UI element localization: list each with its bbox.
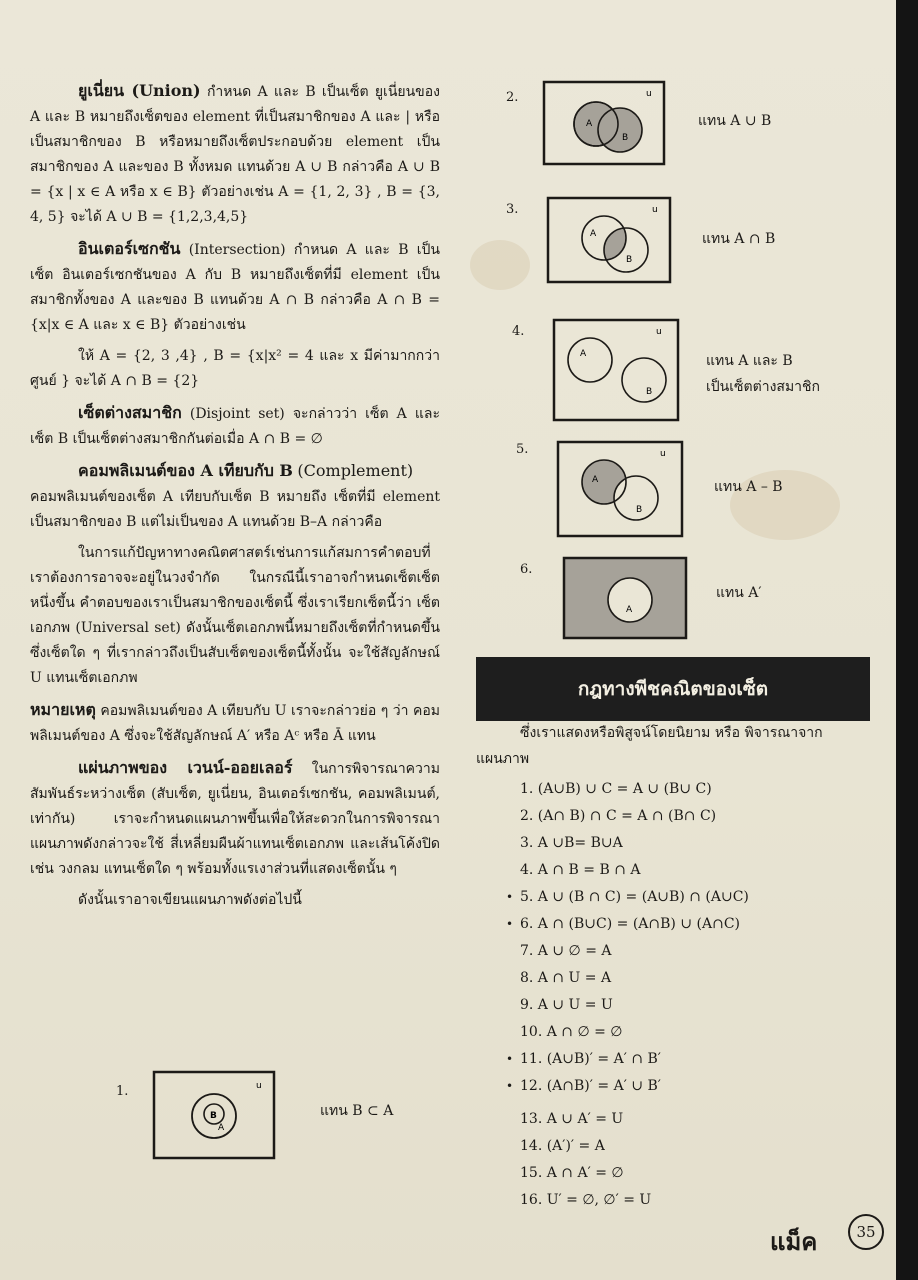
svg-text:u: u <box>646 89 652 99</box>
rule-item <box>506 1019 866 1046</box>
left-column <box>30 78 440 919</box>
complement-heading-line <box>30 458 440 485</box>
union-paragraph <box>30 78 440 230</box>
section-intro <box>476 720 870 772</box>
svg-text:A: A <box>580 349 587 359</box>
rule-item <box>506 1106 866 1133</box>
venn-subset-diagram <box>152 1070 282 1162</box>
rule-item <box>506 1160 866 1187</box>
svg-text:A: A <box>586 119 593 129</box>
intersection-heading: อินเตอร์เซกชัน <box>78 239 181 258</box>
union-text: กำหนด A และ B เป็นเซ็ต ยูเนี่ยนของ A และ B หมายถึงเซ็ตของ element ที่เป็นสมาชิกของ A และ | หรือ เป็นสมาชิกของ B หรือหมายถึงเซ็ตประกอบด้วย element เป็นสมาชิกของ A และของ B ทั้งหมด แทนด้วย A ∪ B กล่าวคือ A ∪ B = {x | x ∈ A หรือ x ∈ B} ตัวอย่างเช่น A = {1, 2, 3} , B = {3, 4, 5} จะได้ A ∪ B = {1,2,3,4,5} <box>30 84 440 225</box>
rule-item <box>506 992 866 1019</box>
set-algebra-rules <box>506 776 866 1214</box>
rule-text: 4. A ∩ B = B ∩ A <box>520 862 641 878</box>
intersection-example: ให้ A = {2, 3 ,4} , B = {x|x² = 4 และ x มีค่ามากกว่าศูนย์ } จะได้ A ∩ B = {2} <box>30 348 440 389</box>
venn-heading: แผ่นภาพของ เวนน์-ออยเลอร์ <box>78 758 293 777</box>
venn-text: ในการพิจารณาความสัมพันธ์ระหว่างเซ็ต (สับเซ็ต, ยูเนี่ยน, อินเตอร์เซกชัน, คอมพลิเมนต์, เท่ากัน) เราจะกำหนดแผนภาพขึ้นเพื่อให้สะดวกในการพิจารณา แผนภาพดังกล่าวจะใช้ สี่เหลี่ยมผืนผ้าแทนเซ็ตเอกภพ และเส้นโค้งปิด เช่น วงกลม แทนเซ็ตใด ๆ พร้อมทั้งแรเงาส่วนที่แสดงเซ็ตนั้น ๆ <box>30 761 440 877</box>
diagram-6 <box>520 556 900 642</box>
svg-text:B: B <box>210 1111 217 1121</box>
rule-marker: • <box>506 1079 514 1093</box>
svg-text:B: B <box>626 255 633 265</box>
section-intro-text: ซึ่งเราแสดงหรือพิสูจน์โดยนิยาม หรือ พิจารณาจากแผนภาพ <box>476 725 823 767</box>
svg-text:B: B <box>622 133 629 143</box>
diagram-3 <box>506 196 886 286</box>
diagram-label: แทน A ∪ B <box>698 113 772 129</box>
intersection-text: (Intersection) กำหนด A และ B เป็นเซ็ต อินเตอร์เซกชันของ A กับ B หมายถึงเซ็ตที่มี element เป็นสมาชิกทั้งของ A และของ B แทนด้วย A ∩ B กล่าวคือ A ∩ B = {x|x ∈ A และ x ∈ B} ตัวอย่างเช่น <box>30 242 440 333</box>
rule-marker: • <box>506 917 514 931</box>
diagram-number: 6. <box>520 562 533 577</box>
section-banner: กฎทางพีชคณิตของเซ็ต <box>476 657 870 721</box>
diagram-label: แทน A และ B <box>706 353 793 369</box>
svg-text:B: B <box>636 505 643 515</box>
svg-text:u: u <box>660 449 666 459</box>
diagram-number: 4. <box>512 324 525 339</box>
diagram-label-line2: เป็นเซ็ตต่างสมาชิก <box>706 379 821 395</box>
venn-complement-diagram <box>562 556 692 642</box>
svg-text:u: u <box>656 327 662 337</box>
venn-disjoint-diagram <box>552 318 682 424</box>
svg-text:u: u <box>256 1081 262 1091</box>
diagram-label: แทน B ⊂ A <box>320 1103 394 1119</box>
diagram-label: แทน A′ <box>716 585 762 601</box>
complement-heading: คอมพลิเมนต์ของ A เทียบกับ B <box>78 461 293 480</box>
rule-item <box>506 1133 866 1160</box>
diagram-label: แทน A ∩ B <box>702 231 776 247</box>
rule-text: 13. A ∪ A′ = U <box>520 1111 624 1127</box>
rule-item <box>506 938 866 965</box>
rule-text: 1. (A∪B) ∪ C = A ∪ (B∪ C) <box>520 781 712 797</box>
rule-text: 16. U′ = ∅, ∅′ = U <box>520 1192 652 1208</box>
page-number: 35 <box>848 1214 884 1250</box>
rule-item <box>506 1046 866 1073</box>
universal-text: ในการแก้ปัญหาทางคณิตศาสตร์เช่นการแก้สมการคำตอบที่เราต้องการอาจจะอยู่ในวงจำกัด ในกรณีนี้เราอาจกำหนดเซ็ตเซ็ตหนึ่งขึ้น คำตอบของเราเป็นสมาชิกของเซ็ตนี้ ซึ่งเราเรียกเซ็ตนี้ว่า เซ็ตเอกภพ (Universal set) ดังนั้นเซ็ตเอกภพนี้หมายถึงเซ็ตที่กำหนดขึ้นซึ่งเซ็ตใด ๆ ที่เรากล่าวถึงเป็นสับเซ็ตของเซ็ตนี้ทั้งนั้น จะใช้สัญลักษณ์ U แทนเซ็ตเอกภพ <box>30 545 440 686</box>
svg-text:A: A <box>626 605 633 615</box>
rule-text: 9. A ∪ U = U <box>520 997 613 1013</box>
rule-item <box>506 776 866 803</box>
rule-text: 11. (A∪B)′ = A′ ∩ B′ <box>520 1051 661 1067</box>
disjoint-heading: เซ็ตต่างสมาชิก <box>78 403 182 422</box>
svg-text:u: u <box>652 205 658 215</box>
venn-lead: ดังนั้นเราอาจเขียนแผนภาพดังต่อไปนี้ <box>78 892 302 908</box>
rule-text: 5. A ∪ (B ∩ C) = (A∪B) ∩ (A∪C) <box>520 889 749 905</box>
diagram-number: 5. <box>516 442 529 457</box>
diagram-5 <box>516 440 896 540</box>
rule-text: 15. A ∩ A′ = ∅ <box>520 1165 624 1181</box>
rule-item <box>506 965 866 992</box>
diagram-label: แทน A – B <box>714 479 783 495</box>
rule-marker: • <box>506 890 514 904</box>
diagram-1 <box>108 1070 448 1162</box>
note-text: คอมพลิเมนต์ของ A เทียบกับ U เราจะกล่าวย่อ ๆ ว่า คอมพลิเมนต์ของ A ซึ่งจะใช้สัญลักษณ์ A′ หรือ Aᶜ หรือ Ā แทน <box>30 703 440 744</box>
rule-text: 6. A ∩ (B∪C) = (A∩B) ∪ (A∩C) <box>520 916 740 932</box>
intersection-paragraph <box>30 236 440 338</box>
diagram-number: 1. <box>116 1084 129 1099</box>
diagram-4 <box>512 318 892 424</box>
disjoint-text: (Disjoint set) จะกล่าวว่า เซ็ต A และเซ็ต B เป็นเซ็ตต่างสมาชิกกันต่อเมื่อ A ∩ B = ∅ <box>30 406 440 447</box>
rule-text: 14. (A′)′ = A <box>520 1138 605 1154</box>
diagram-number: 2. <box>506 90 519 105</box>
svg-text:A: A <box>218 1123 225 1133</box>
rule-text: 3. A ∪B= B∪A <box>520 835 623 851</box>
rule-item <box>506 830 866 857</box>
rule-item <box>506 803 866 830</box>
rule-item <box>506 884 866 911</box>
rule-text: 10. A ∩ ∅ = ∅ <box>520 1024 623 1040</box>
note-paragraph <box>30 697 440 749</box>
venn-intersection-diagram <box>546 196 676 286</box>
note-heading: หมายเหตุ <box>30 700 96 719</box>
diagram-number: 3. <box>506 202 519 217</box>
venn-paragraph <box>30 755 440 882</box>
complement-text: คอมพลิเมนต์ของเซ็ต A เทียบกับเซ็ต B หมายถึง เซ็ตที่มี element เป็นสมาชิกของ B แต่ไม่เป็นของ A แทนด้วย B–A กล่าวคือ <box>30 489 440 530</box>
disjoint-paragraph <box>30 400 440 452</box>
rule-item <box>506 1187 866 1214</box>
svg-text:A: A <box>590 229 597 239</box>
rule-item <box>506 1073 866 1100</box>
svg-text:B: B <box>646 387 653 397</box>
union-heading: ยูเนี่ยน (Union) <box>78 81 201 100</box>
venn-union-diagram <box>542 80 668 168</box>
svg-text:A: A <box>592 475 599 485</box>
magazine-logo: แม็ค <box>770 1228 818 1256</box>
complement-heading-en: (Complement) <box>297 461 414 480</box>
rule-text: 7. A ∪ ∅ = A <box>520 943 612 959</box>
rule-text: 8. A ∩ U = A <box>520 970 612 986</box>
rule-marker: • <box>506 1052 514 1066</box>
rule-item <box>506 911 866 938</box>
rule-item <box>506 857 866 884</box>
rule-text: 2. (A∩ B) ∩ C = A ∩ (B∩ C) <box>520 808 717 824</box>
diagram-2 <box>506 80 886 170</box>
rule-text: 12. (A∩B)′ = A′ ∪ B′ <box>520 1078 661 1094</box>
venn-difference-diagram <box>556 440 686 540</box>
